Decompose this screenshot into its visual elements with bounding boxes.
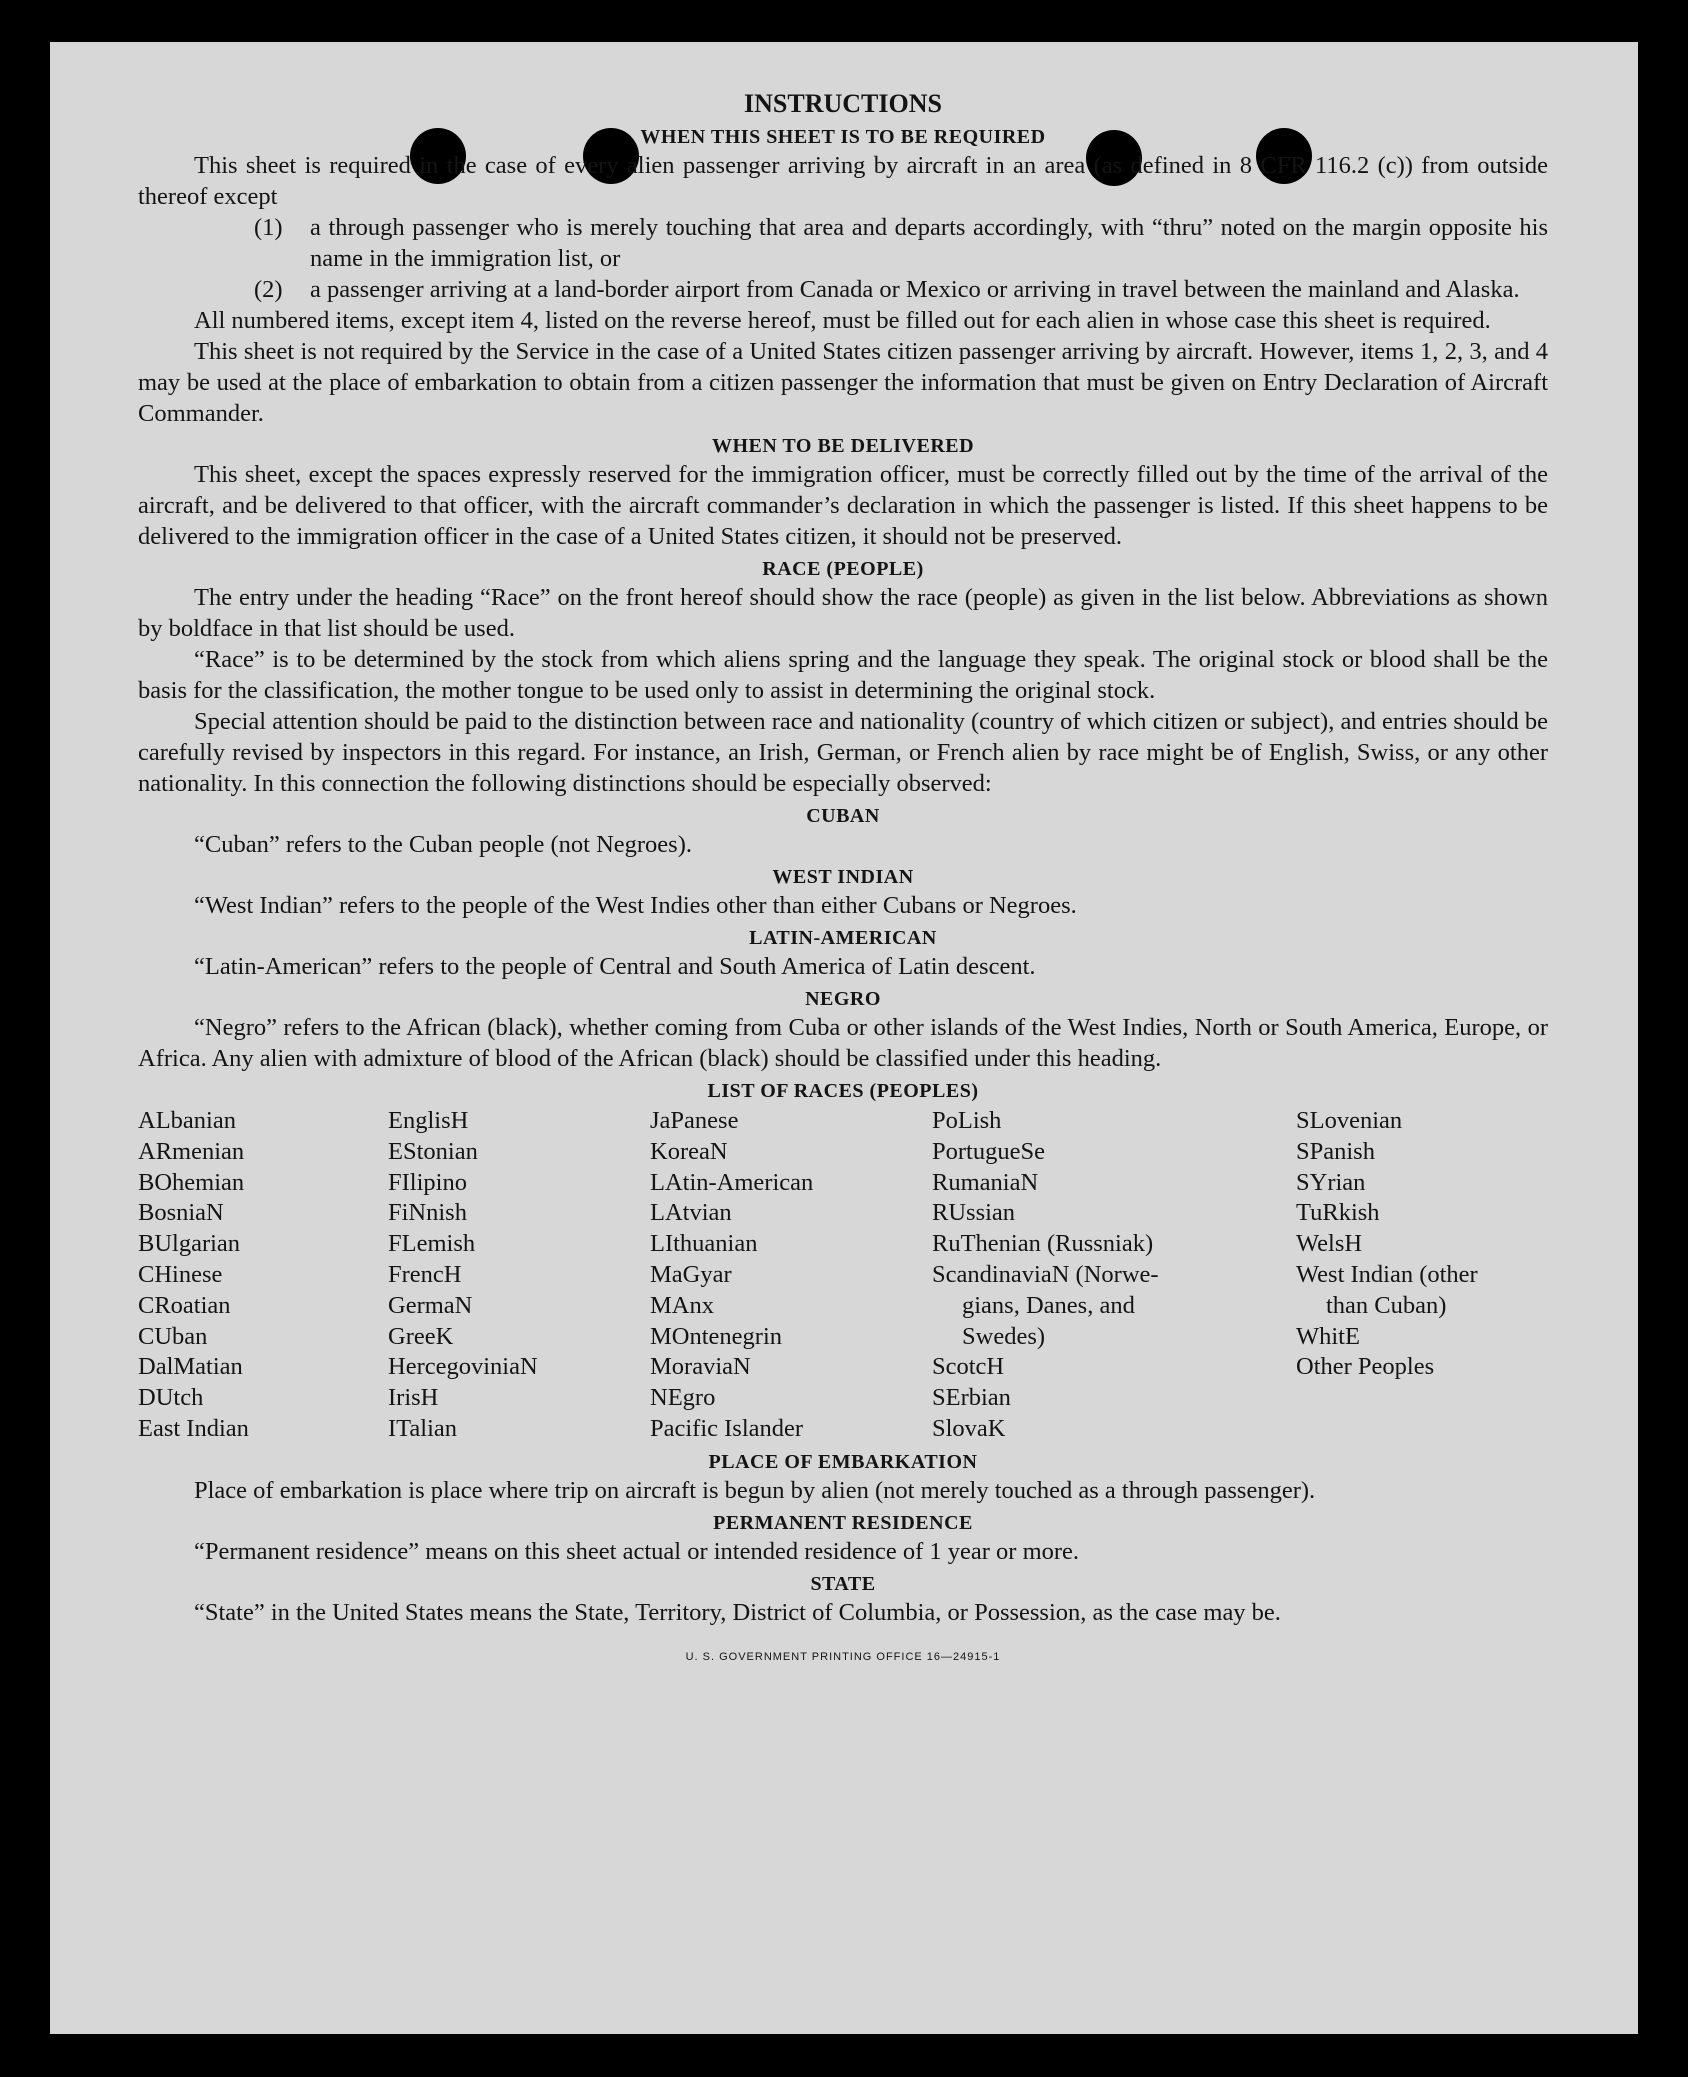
heading-when-delivered: WHEN TO BE DELIVERED: [711, 435, 975, 457]
race-entry: Swedes): [962, 1322, 1046, 1350]
race-entry: WhitE: [1296, 1322, 1360, 1350]
race-entry: HercegoviniaN: [388, 1353, 538, 1381]
heading-permanent-residence: PERMANENT RESIDENCE: [713, 1511, 973, 1534]
race-entry: EnglisH: [388, 1107, 469, 1134]
race-entry: CHinese: [138, 1260, 223, 1288]
race-entry: ARmenian: [138, 1137, 245, 1165]
race-column: [388, 1106, 650, 1445]
race-entry: MaGyar: [650, 1260, 732, 1288]
race-entry: WelsH: [1296, 1230, 1363, 1258]
race-column: [1296, 1106, 1546, 1445]
heading-west-indian: WEST INDIAN: [772, 866, 914, 888]
page-title: INSTRUCTIONS: [744, 89, 942, 118]
race-entry: ALbanian: [138, 1107, 236, 1134]
race-entry: LAtin-American: [650, 1168, 814, 1196]
race-entry: SYrian: [1296, 1168, 1366, 1196]
race-entry: MAnx: [650, 1291, 714, 1319]
numbered-item: [138, 274, 1548, 305]
race-entry: BUlgarian: [138, 1230, 241, 1258]
race-entry: JaPanese: [650, 1107, 739, 1134]
race-entry: SPanish: [1296, 1137, 1375, 1165]
heading-when-required: WHEN THIS SHEET IS TO BE REQUIRED: [640, 126, 1046, 148]
race-column: [138, 1106, 388, 1445]
race-entry: GermaN: [388, 1291, 473, 1319]
paragraph: “Permanent residence” means on this sheet actual or intended residence of 1 year or more.: [194, 1537, 1080, 1565]
heading-latin-american: LATIN-AMERICAN: [749, 927, 937, 949]
race-entry: IrisH: [388, 1384, 439, 1412]
race-entry: RuThenian (Russniak): [932, 1230, 1154, 1258]
race-entry: GreeK: [388, 1322, 454, 1350]
paragraph: “Cuban” refers to the Cuban people (not Negroes).: [194, 831, 692, 858]
paragraph: “Latin-American” refers to the people of Central and South America of Latin descent.: [194, 953, 1036, 980]
race-entry: East Indian: [138, 1414, 249, 1442]
item-text: a through passenger who is merely touching that area and departs accordingly, with “thru” noted on the margin opposite his name in the immigration list, or: [310, 214, 1548, 272]
race-entry: RUssian: [932, 1199, 1016, 1227]
race-entry: KoreaN: [650, 1137, 728, 1165]
race-entry: than Cuban): [1326, 1291, 1447, 1319]
instructions-content: [138, 88, 1548, 1673]
race-entry: gians, Danes, and: [962, 1291, 1135, 1319]
race-entry: PortugueSe: [932, 1137, 1045, 1165]
race-entry: PoLish: [932, 1107, 1002, 1134]
paragraph: “Negro” refers to the African (black), whether coming from Cuba or other islands of the West Indies, North or South America, Europe, or Africa. Any alien with admixture of blood of the African (black) should be classified under this heading.: [138, 1014, 1548, 1072]
race-entry: FIlipino: [388, 1168, 467, 1196]
race-entry: ScotcH: [932, 1353, 1005, 1381]
item-number: (1): [254, 214, 283, 241]
race-entry: DalMatian: [138, 1353, 243, 1381]
paragraph: Place of embarkation is place where trip on aircraft is begun by alien (not merely touched as a through passenger).: [194, 1476, 1316, 1504]
paragraph: “Race” is to be determined by the stock from which aliens spring and the language they speak. The original stock or blood shall be the basis for the classification, the mother tongue to be used only to assist in determining the original stock.: [138, 646, 1548, 704]
race-entry: BOhemian: [138, 1168, 245, 1196]
race-entry: SLovenian: [1296, 1107, 1403, 1134]
race-column: [932, 1106, 1296, 1445]
paragraph: Special attention should be paid to the distinction between race and nationality (country of which citizen or subject), and entries should be carefully revised by inspectors in this regard. For instance, an Irish, German, or French alien by race might be of English, Swiss, or any other nationality. In this connection the following distinctions should be especially observed:: [138, 708, 1548, 797]
race-entry: NEgro: [650, 1384, 716, 1412]
race-entry: ITalian: [388, 1414, 458, 1442]
heading-negro: NEGRO: [805, 988, 881, 1010]
heading-list-of-races: LIST OF RACES (PEOPLES): [707, 1080, 979, 1102]
numbered-item: [138, 212, 1548, 274]
item-number: (2): [254, 276, 283, 303]
paragraph: All numbered items, except item 4, listed on the reverse hereof, must be filled out for each alien in whose case this sheet is required.: [194, 307, 1491, 334]
race-entry: CUban: [138, 1322, 208, 1350]
printing-office-footer: U. S. GOVERNMENT PRINTING OFFICE 16—24915-1: [685, 1650, 1001, 1663]
heading-place-of-embarkation: PLACE OF EMBARKATION: [708, 1450, 978, 1473]
race-entry: LAtvian: [650, 1199, 732, 1227]
heading-state: STATE: [810, 1572, 876, 1595]
item-text: a passenger arriving at a land-border airport from Canada or Mexico or arriving in travel between the mainland and Alaska.: [310, 276, 1520, 303]
heading-race: RACE (PEOPLE): [762, 558, 924, 580]
race-entry: FrencH: [388, 1260, 462, 1288]
race-entry: FiNnish: [388, 1199, 467, 1227]
race-entry: LIthuanian: [650, 1230, 758, 1258]
race-entry: Other Peoples: [1296, 1353, 1435, 1381]
race-entry: BosniaN: [138, 1199, 224, 1227]
paragraph: “West Indian” refers to the people of the West Indies other than either Cubans or Negroes.: [194, 892, 1077, 919]
paragraph: This sheet is not required by the Service in the case of a United States citizen passenger arriving by aircraft. However, items 1, 2, 3, and 4 may be used at the place of embarkation to obtain from a citizen passenger the information that must be given on Entry Declaration of Aircraft Commander.: [138, 338, 1548, 427]
race-entry: SlovaK: [932, 1414, 1006, 1442]
race-entry: MOntenegrin: [650, 1322, 782, 1350]
race-column: [650, 1106, 932, 1445]
paragraph: This sheet is required in the case of every alien passenger arriving by aircraft in an area (as defined in 8 CFR 116.2 (c)) from outside thereof except: [138, 152, 1548, 210]
race-entry: CRoatian: [138, 1291, 231, 1319]
race-entry: West Indian (other: [1296, 1260, 1478, 1288]
race-list: [138, 1106, 1548, 1445]
heading-cuban: CUBAN: [806, 805, 880, 827]
race-entry: DUtch: [138, 1384, 204, 1412]
race-entry: EStonian: [388, 1137, 478, 1165]
race-entry: MoraviaN: [650, 1353, 751, 1381]
race-entry: RumaniaN: [932, 1168, 1039, 1196]
paragraph: The entry under the heading “Race” on the front hereof should show the race (people) as given in the list below. Abbreviations as shown by boldface in that list should be used.: [138, 584, 1548, 642]
race-entry: FLemish: [388, 1230, 476, 1258]
race-entry: SErbian: [932, 1384, 1011, 1412]
race-entry: Pacific Islander: [650, 1414, 804, 1442]
paragraph: “State” in the United States means the State, Territory, District of Columbia, or Possession, as the case may be.: [194, 1598, 1281, 1626]
race-entry: ScandinaviaN (Norwe-: [932, 1260, 1159, 1288]
race-entry: TuRkish: [1296, 1199, 1380, 1227]
paragraph: This sheet, except the spaces expressly reserved for the immigration officer, must be correctly filled out by the time of the arrival of the aircraft, and be delivered to that officer, with the aircraft commander’s declaration in which the passenger is listed. If this sheet happens to be delivered to the immigration officer in the case of a United States citizen, it should not be preserved.: [138, 461, 1548, 550]
